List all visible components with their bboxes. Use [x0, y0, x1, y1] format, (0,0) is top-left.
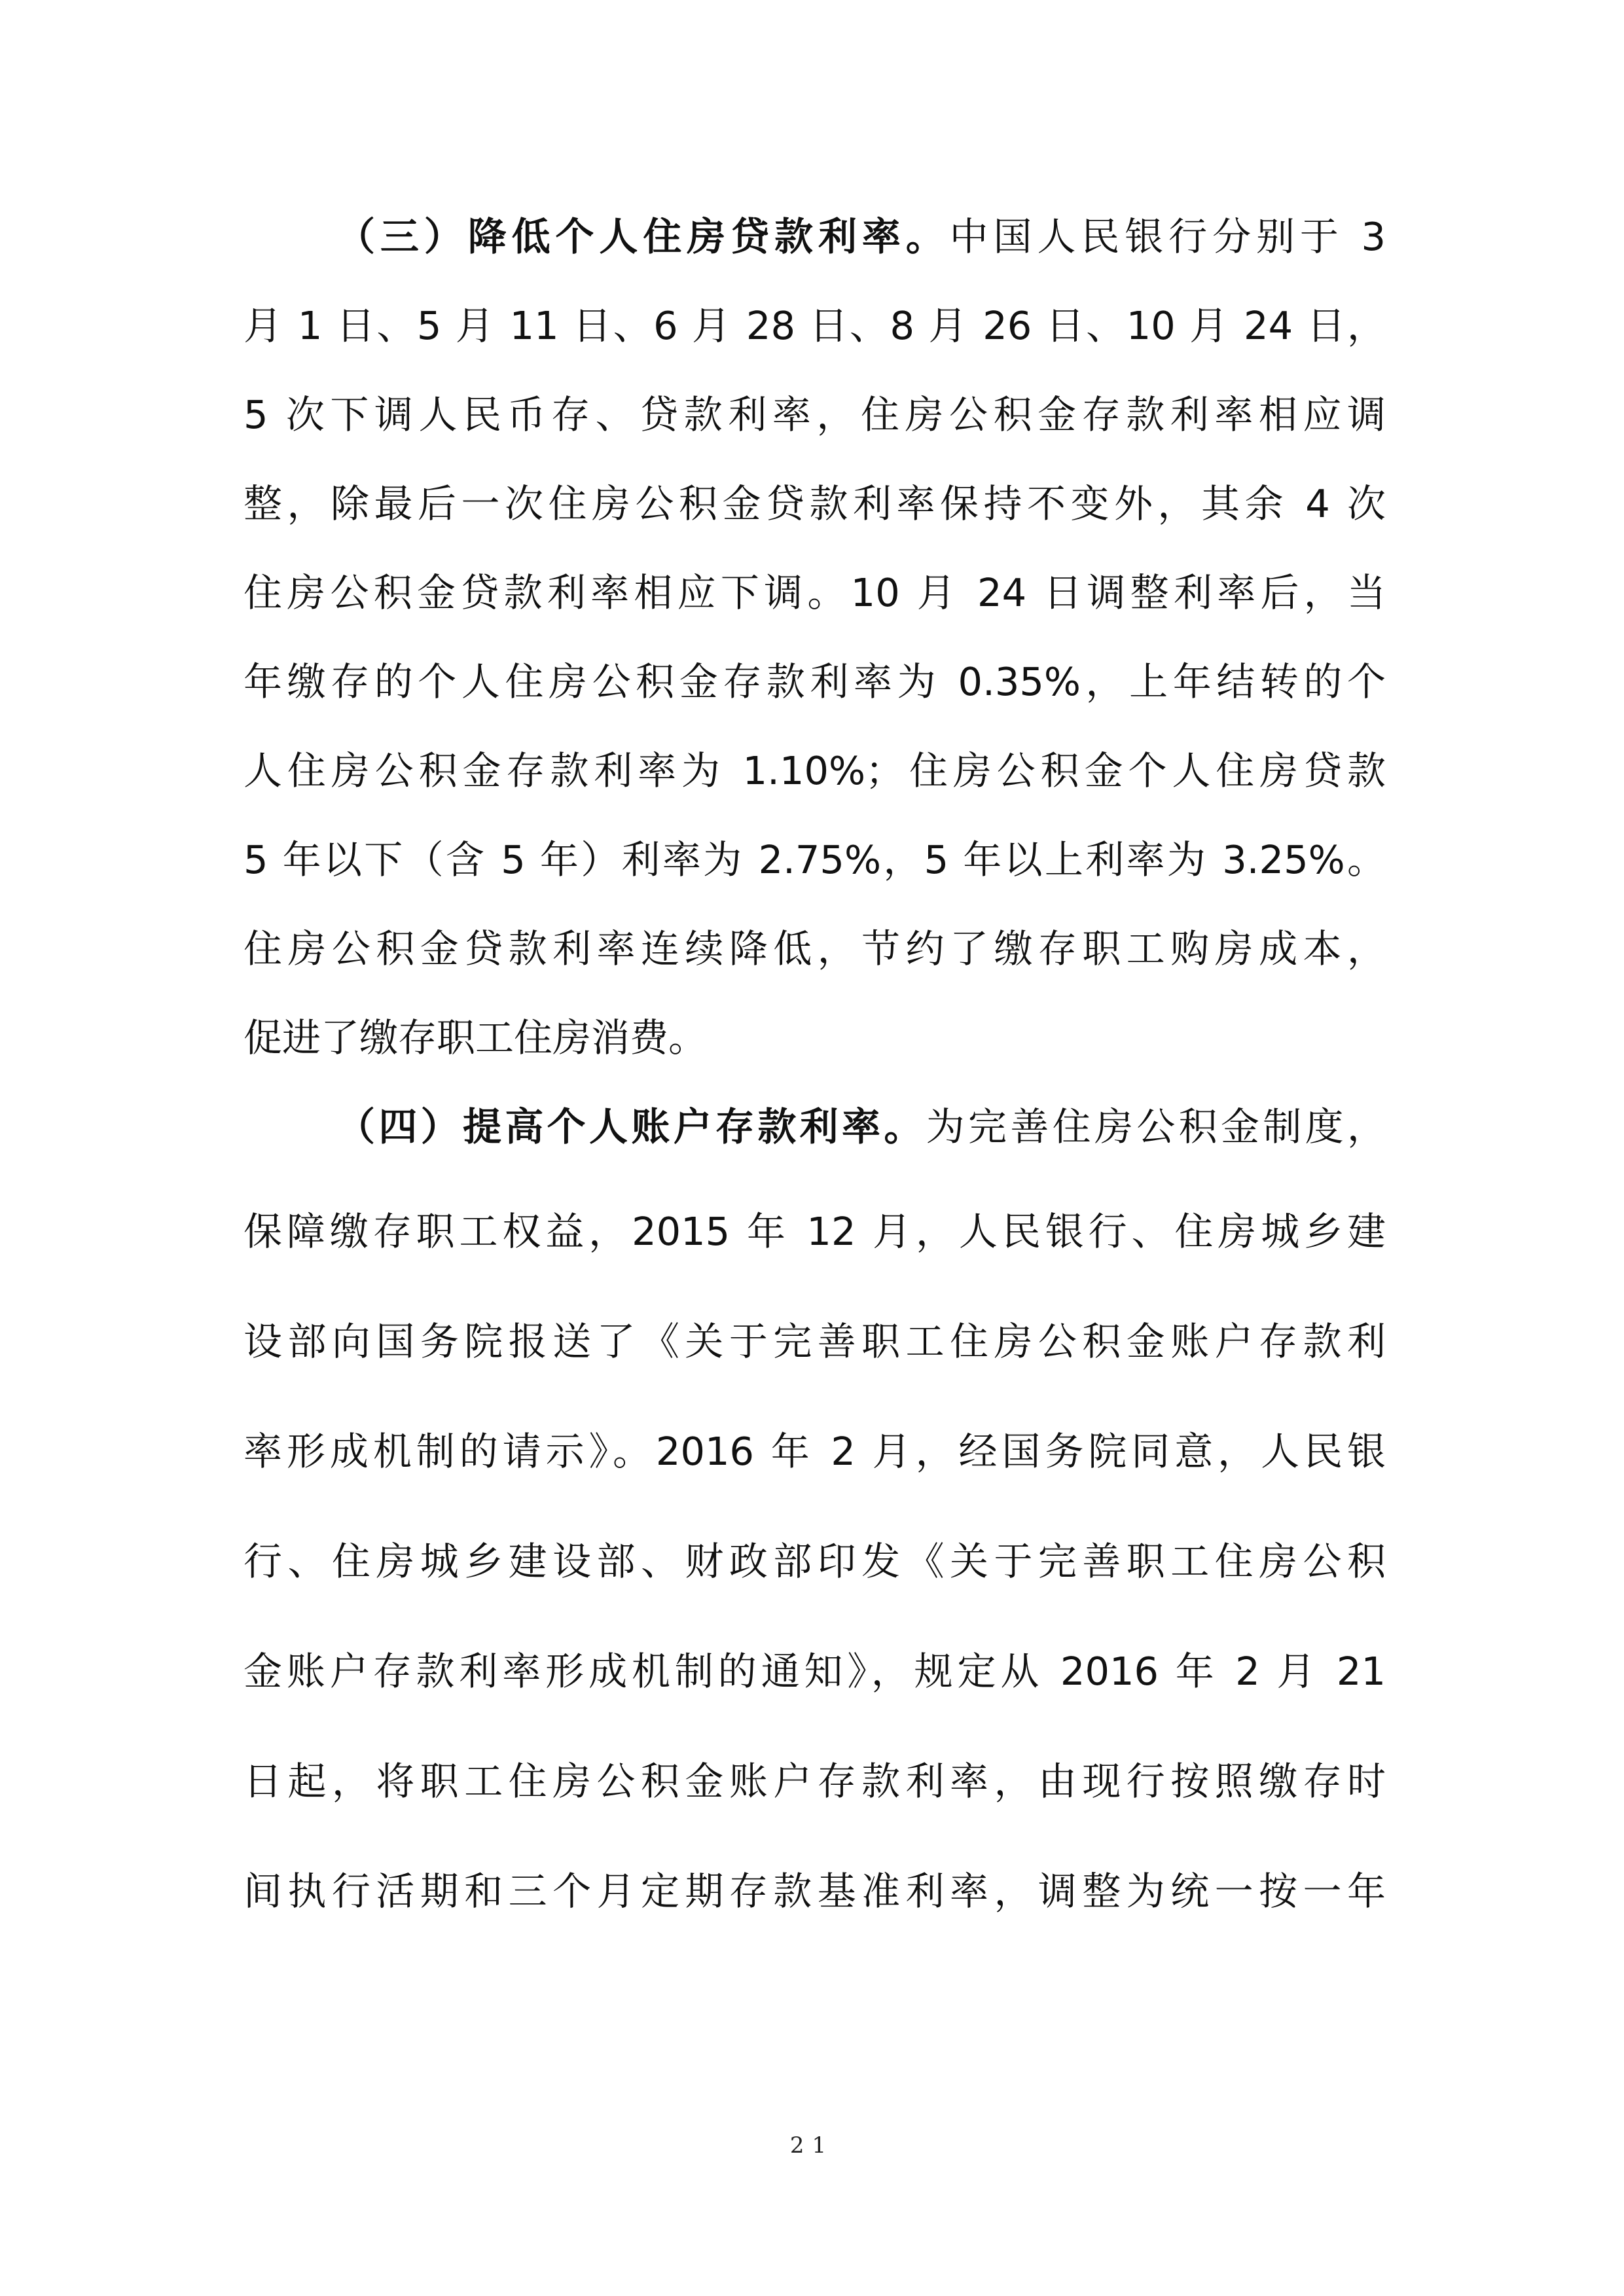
- paragraph-line: 行、住房城乡建设部、财政部印发《关于完善职工住房公积: [244, 1539, 1386, 1584]
- paragraph-line: 月 1 日、5 月 11 日、6 月 28 日、8 月 26 日、10 月 24 日，: [244, 303, 1386, 348]
- page-number: 21: [789, 2132, 835, 2159]
- paragraph-line: 设部向国务院报送了《关于完善职工住房公积金账户存款利: [244, 1319, 1386, 1364]
- paragraph-line: 促进了缴存职工住房消费。: [244, 1015, 708, 1060]
- paragraph-line: 年缴存的个人住房公积金存款利率为 0.35%，上年结转的个: [244, 659, 1386, 704]
- section-3-first-line: [336, 211, 1386, 263]
- section-4-heading: （四）提高个人账户存款利率。: [336, 1104, 926, 1149]
- paragraph-line: 日起，将职工住房公积金账户存款利率，由现行按照缴存时: [244, 1759, 1386, 1804]
- paragraph-line: 间执行活期和三个月定期存款基准利率，调整为统一按一年: [244, 1869, 1386, 1914]
- paragraph-line: 人住房公积金存款利率为 1.10%；住房公积金个人住房贷款: [244, 748, 1386, 793]
- section-4-first-line-text: 为完善住房公积金制度，: [926, 1104, 1386, 1149]
- paragraph-line: 住房公积金贷款利率相应下调。10 月 24 日调整利率后，当: [244, 570, 1386, 615]
- paragraph-line: 金账户存款利率形成机制的通知》，规定从 2016 年 2 月 21: [244, 1649, 1386, 1694]
- paragraph-line: 保障缴存职工权益，2015 年 12 月，人民银行、住房城乡建: [244, 1209, 1386, 1254]
- section-3-first-line-text: 中国人民银行分别于 3: [949, 214, 1386, 259]
- paragraph-line: 住房公积金贷款利率连续降低，节约了缴存职工购房成本，: [244, 926, 1386, 971]
- section-4-first-line: [336, 1101, 1386, 1153]
- section-3-heading: （三）降低个人住房贷款利率。: [336, 214, 950, 259]
- paragraph-line: 整，除最后一次住房公积金贷款利率保持不变外，其余 4 次: [244, 481, 1386, 526]
- paragraph-line: 率形成机制的请示》。2016 年 2 月，经国务院同意，人民银: [244, 1429, 1386, 1474]
- paragraph-line: 5 次下调人民币存、贷款利率，住房公积金存款利率相应调: [244, 392, 1386, 437]
- paragraph-line: 5 年以下（含 5 年）利率为 2.75%，5 年以上利率为 3.25%。: [244, 837, 1386, 882]
